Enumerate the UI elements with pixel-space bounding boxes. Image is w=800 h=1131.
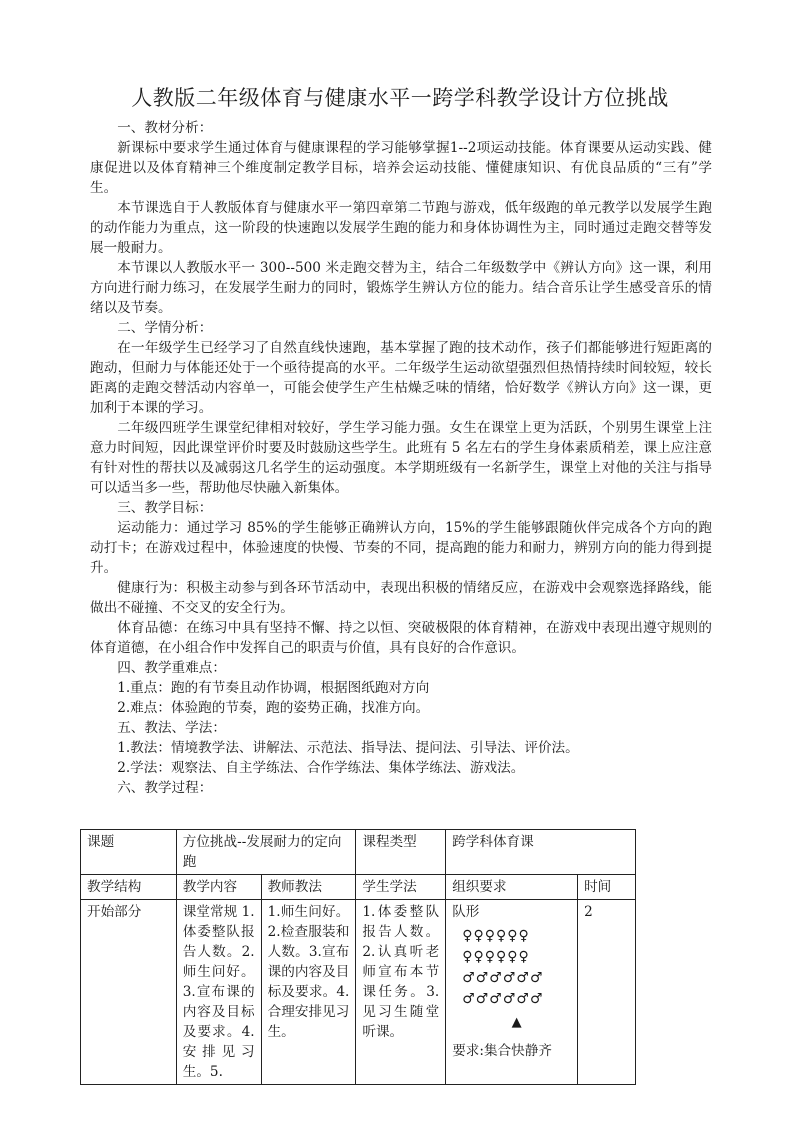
formation-row-female: ♀♀♀♀♀♀: [462, 928, 530, 944]
table-header: 学生学法: [356, 875, 446, 900]
paragraph: 健康行为：积极主动参与到各环节活动中，表现出积极的情绪反应，在游戏中会观察选择路线，能做出不碰撞、不交叉的安全行为。: [90, 580, 712, 616]
paragraph: 本节课选自于人教版体育与健康水平一第四章第二节跑与游戏，低年级跑的单元教学以发展学生跑的动作能力为重点，这一阶段的快速跑以发展学生跑的能力和身体协调性为主，同时通过走跑交替等发展一般耐力。: [90, 200, 712, 256]
table-header-row: [81, 875, 636, 900]
table-cell-structure: 开始部分: [81, 900, 177, 1085]
section-heading-4: 四、教学重难点：: [117, 660, 226, 676]
table-cell-label-type: 课程类型: [356, 830, 446, 875]
table-cell-organization: [446, 900, 578, 1085]
table-row: [81, 900, 636, 1085]
paragraph: 本节课以人教版水平一 300--500 米走跑交替为主，结合二年级数学中《辨认方向》这一课，利用方向进行耐力练习，在发展学生耐力的同时，锻炼学生辨认方位的能力。结合音乐让学生感受音乐的情绪以及节奏。: [90, 260, 712, 316]
organization-requirement: 要求:集合快静齐: [452, 1043, 552, 1059]
table-header: 教师教法: [261, 875, 356, 900]
table-header: 组织要求: [446, 875, 578, 900]
section-heading-5: 五、教法、学法：: [117, 720, 226, 736]
table-cell-time: 2: [578, 900, 636, 1085]
paragraph: 运动能力：通过学习 85%的学生能够正确辨认方向，15%的学生能够跟随伙伴完成各个方向的跑动打卡；在游戏过程中，体验速度的快慢、节奏的不同，提高跑的能力和耐力，辨别方向的能力得到提升。: [90, 520, 712, 576]
table-cell-teacher: 1.师生问好。2.检查服装和人数。3.宣布课的内容及目标及要求。4.合理安排见习生。: [261, 900, 356, 1085]
formation-row-male: ♂♂♂♂♂♂: [462, 970, 544, 986]
list-item: 1.重点：跑的有节奏且动作协调，根据图纸跑对方向: [117, 680, 430, 696]
teacher-position-icon: ▲: [511, 1015, 522, 1030]
document-body: [90, 118, 712, 798]
section-heading-6: 六、教学过程：: [117, 780, 213, 796]
section-heading-1: 一、教材分析：: [117, 120, 213, 136]
table-cell-label-topic: 课题: [81, 830, 177, 875]
lesson-plan-table: [80, 829, 636, 1085]
paragraph: 体育品德：在练习中具有坚持不懈、持之以恒、突破极限的体育精神，在游戏中表现出遵守规则的体育道德，在小组合作中发挥自己的职责与价值，具有良好的合作意识。: [90, 620, 712, 656]
paragraph: 新课标中要求学生通过体育与健康课程的学习能够掌握1--2项运动技能。体育课要从运动实践、健康促进以及体育精神三个维度制定教学目标，培养会运动技能、懂健康知识、有优良品质的“三有”学生。: [90, 140, 712, 196]
table-cell-content: 课堂常规 1.体委整队报告人数。2.师生问好。3.宣布课的内容及目标及要求。4.安排见习生。5.: [176, 900, 261, 1085]
table-header: 教学内容: [176, 875, 261, 900]
section-heading-2: 二、学情分析：: [117, 320, 213, 336]
list-item: 1.教法：情境教学法、讲解法、示范法、指导法、提问法、引导法、评价法。: [117, 740, 579, 756]
document-title: 人教版二年级体育与健康水平一跨学科教学设计方位挑战: [131, 86, 669, 110]
list-item: 2.难点：体验跑的节奏，跑的姿势正确，找准方向。: [117, 700, 430, 716]
table-cell-student: 1.体委整队报告人数。2.认真听老师宣布本节课任务。3.见习生随堂听课。: [356, 900, 446, 1085]
formation-label: 队形: [452, 904, 480, 920]
formation-row-female: ♀♀♀♀♀♀: [462, 949, 530, 965]
formation-diagram: [452, 926, 571, 1033]
table-row: [81, 830, 636, 875]
paragraph: 在一年级学生已经学习了自然直线快速跑，基本掌握了跑的技术动作，孩子们都能够进行短距离的跑动，但耐力与体能还处于一个亟待提高的水平。二年级学生运动欲望强烈但热情持续时间较短，较长距离的走跑交替活动内容单一，可能会使学生产生枯燥乏味的情绪，恰好数学《辨认方向》这一课，更加利于本课的学习。: [90, 340, 712, 416]
formation-row-male: ♂♂♂♂♂♂: [462, 991, 544, 1007]
table-header: 时间: [578, 875, 636, 900]
section-heading-3: 三、教学目标：: [117, 500, 213, 516]
table-header: 教学结构: [81, 875, 177, 900]
table-cell-topic: 方位挑战--发展耐力的定向跑: [176, 830, 356, 875]
list-item: 2.学法：观察法、自主学练法、合作学练法、集体学练法、游戏法。: [117, 760, 525, 776]
table-cell-type: 跨学科体育课: [446, 830, 636, 875]
paragraph: 二年级四班学生课堂纪律相对较好，学生学习能力强。女生在课堂上更为活跃，个别男生课堂上注意力时间短，因此课堂评价时要及时鼓励这些学生。此班有 5 名左右的学生身体素质稍差，课上应注意有针对性的帮扶以及减弱这几名学生的运动强度。本学期班级有一名新学生，课堂上对他的关注与指导可以适当多一些，帮助他尽快融入新集体。: [90, 420, 712, 496]
